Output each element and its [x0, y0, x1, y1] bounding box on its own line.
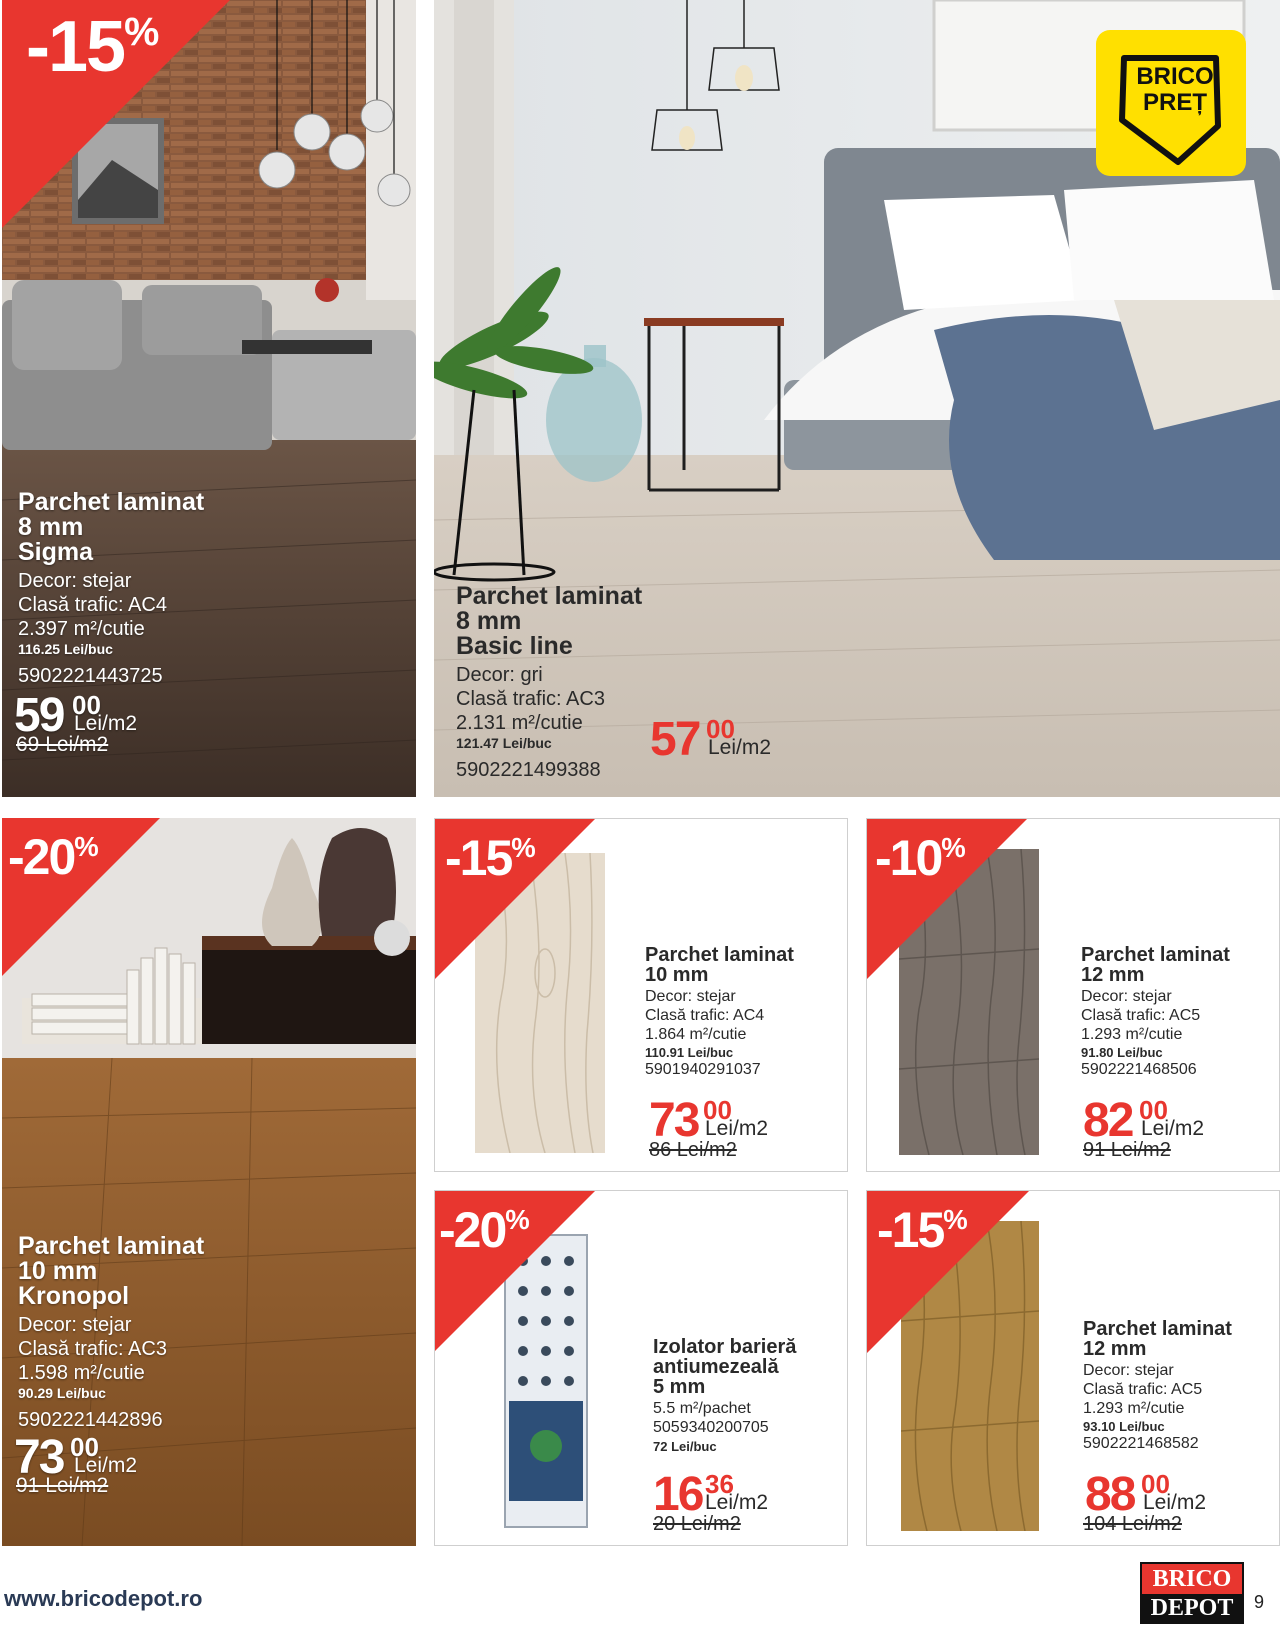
brico-depot-logo [1140, 1562, 1244, 1624]
price-integer: 73 [14, 1431, 64, 1484]
price-cents: 00 [703, 1095, 732, 1125]
unit-price-text: 93.10 Lei/buc [1083, 1418, 1165, 1434]
product-title-line2: antiumezeală [653, 1356, 779, 1378]
old-price: 86 Lei/m2 [649, 1139, 737, 1161]
traffic-class-text: Clasă trafic: AC3 [456, 688, 605, 710]
product-info [1083, 1319, 1232, 1453]
old-price: 104 Lei/m2 [1083, 1513, 1182, 1535]
unit-price-text: 116.25 Lei/buc [18, 641, 113, 657]
price-cents: 00 [1139, 1095, 1168, 1125]
price-cents: 00 [70, 1432, 99, 1462]
old-price: 69 Lei/m2 [16, 733, 109, 756]
product-thickness: 8 mm [456, 607, 522, 635]
traffic-class-text: Clasă trafic: AC4 [18, 594, 167, 616]
price-integer: 73 [649, 1094, 699, 1147]
product-thickness: 5 mm [653, 1376, 706, 1398]
price-unit: Lei/m2 [705, 1491, 769, 1514]
price-integer: 57 [650, 713, 700, 766]
traffic-class-text: Clasă trafic: AC3 [18, 1338, 167, 1360]
box-area-text: 1.864 m²/cutie [645, 1026, 747, 1044]
price [649, 1093, 809, 1145]
decor-text: Decor: stejar [1081, 988, 1172, 1005]
price [653, 1467, 813, 1519]
old-price: 91 Lei/m2 [1083, 1139, 1171, 1161]
underlay-roll-image [501, 1231, 591, 1531]
product-code: 5902221468506 [1081, 1061, 1197, 1079]
price [650, 712, 810, 764]
unit-price-text: 110.91 Lei/buc [645, 1044, 734, 1060]
traffic-class-text: Clasă trafic: AC5 [1083, 1381, 1203, 1399]
decor-text: Decor: stejar [18, 1314, 132, 1336]
product-card-12mm-ac5-b [866, 1190, 1280, 1546]
product-info [645, 945, 794, 1079]
price-cents: 00 [1141, 1469, 1170, 1499]
product-info [653, 1337, 796, 1455]
discount-badge-text: -10% [875, 830, 964, 886]
product-code: 5902221468582 [1083, 1435, 1199, 1453]
product-panel-kronopol [2, 818, 416, 1546]
product-info [18, 490, 204, 688]
traffic-class-text: Clasă trafic: AC5 [1081, 1007, 1201, 1025]
pack-area-text: 5.5 m²/pachet [653, 1400, 751, 1417]
price-unit: Lei/m2 [1143, 1491, 1207, 1514]
product-thickness: 12 mm [1081, 964, 1145, 986]
product-title: Parchet laminat [18, 1232, 205, 1260]
product-name: Sigma [18, 538, 94, 566]
price-cents: 36 [705, 1469, 734, 1499]
unit-price-text: 72 Lei/buc [653, 1439, 717, 1455]
price-cents: 00 [706, 714, 735, 744]
decor-text: Decor: stejar [18, 570, 132, 592]
price [1083, 1093, 1243, 1145]
box-area-text: 1.293 m²/cutie [1081, 1026, 1183, 1044]
logo-line2: PREȚ [1142, 89, 1207, 116]
product-card-12mm-ac5-a [866, 818, 1280, 1172]
discount-badge-text: -15% [26, 7, 158, 87]
price-unit: Lei/m2 [708, 736, 772, 759]
product-code: 5902221443725 [18, 664, 163, 687]
product-title: Izolator barieră [653, 1336, 797, 1358]
product-title: Parchet laminat [645, 944, 794, 966]
discount-badge-text: -20% [8, 829, 97, 885]
product-card-10mm [434, 818, 848, 1172]
product-code: 5059340200705 [653, 1419, 769, 1437]
product-card-izolator [434, 1190, 848, 1546]
product-panel-basic-line [434, 0, 1280, 797]
price-integer: 16 [653, 1468, 703, 1521]
product-name: Basic line [456, 632, 573, 660]
traffic-class-text: Clasă trafic: AC4 [645, 1007, 765, 1025]
product-info [456, 584, 642, 782]
product-code: 5902221499388 [456, 758, 601, 781]
product-thickness: 12 mm [1083, 1338, 1147, 1360]
box-area-text: 2.131 m²/cutie [456, 712, 583, 734]
price-integer: 59 [14, 689, 64, 742]
old-price: 91 Lei/m2 [16, 1474, 109, 1497]
logo-line1: BRICO [1136, 63, 1214, 90]
box-area-text: 1.293 m²/cutie [1083, 1400, 1185, 1418]
logo-brico: BRICO [1142, 1564, 1242, 1594]
discount-badge-text: -15% [445, 830, 534, 886]
decor-text: Decor: stejar [1083, 1362, 1174, 1379]
product-name: Kronopol [18, 1282, 130, 1310]
brico-pret-logo [1096, 30, 1246, 176]
unit-price-text: 121.47 Lei/buc [456, 735, 552, 751]
product-thickness: 10 mm [18, 1257, 98, 1285]
discount-badge-text: -15% [877, 1202, 966, 1258]
old-price: 20 Lei/m2 [653, 1513, 741, 1535]
product-thickness: 10 mm [645, 964, 709, 986]
product-title: Parchet laminat [1081, 944, 1230, 966]
box-area-text: 1.598 m²/cutie [18, 1362, 145, 1384]
product-title: Parchet laminat [456, 582, 643, 610]
decor-text: Decor: gri [456, 664, 543, 686]
price-unit: Lei/m2 [705, 1117, 769, 1140]
discount-badge-text: -20% [439, 1202, 528, 1258]
price-integer: 88 [1085, 1468, 1135, 1521]
product-code: 5901940291037 [645, 1061, 761, 1079]
product-title: Parchet laminat [18, 488, 205, 516]
product-code: 5902221442896 [18, 1408, 163, 1431]
logo-depot: DEPOT [1142, 1594, 1242, 1622]
unit-price-text: 90.29 Lei/buc [18, 1385, 106, 1401]
website-link[interactable]: www.bricodepot.ro [4, 1586, 203, 1611]
price [1085, 1467, 1245, 1519]
price-unit: Lei/m2 [74, 1454, 138, 1477]
price-unit: Lei/m2 [1141, 1117, 1205, 1140]
box-area-text: 2.397 m²/cutie [18, 618, 145, 640]
product-title: Parchet laminat [1083, 1318, 1232, 1340]
product-panel-sigma [2, 0, 416, 797]
price-unit: Lei/m2 [74, 712, 138, 735]
product-info [18, 1234, 204, 1432]
product-thickness: 8 mm [18, 513, 84, 541]
price-cents: 00 [72, 690, 101, 720]
price-integer: 82 [1083, 1094, 1133, 1147]
decor-text: Decor: stejar [645, 988, 736, 1005]
page-number: 9 [1254, 1592, 1265, 1612]
unit-price-text: 91.80 Lei/buc [1081, 1044, 1163, 1060]
product-info [1081, 945, 1230, 1079]
